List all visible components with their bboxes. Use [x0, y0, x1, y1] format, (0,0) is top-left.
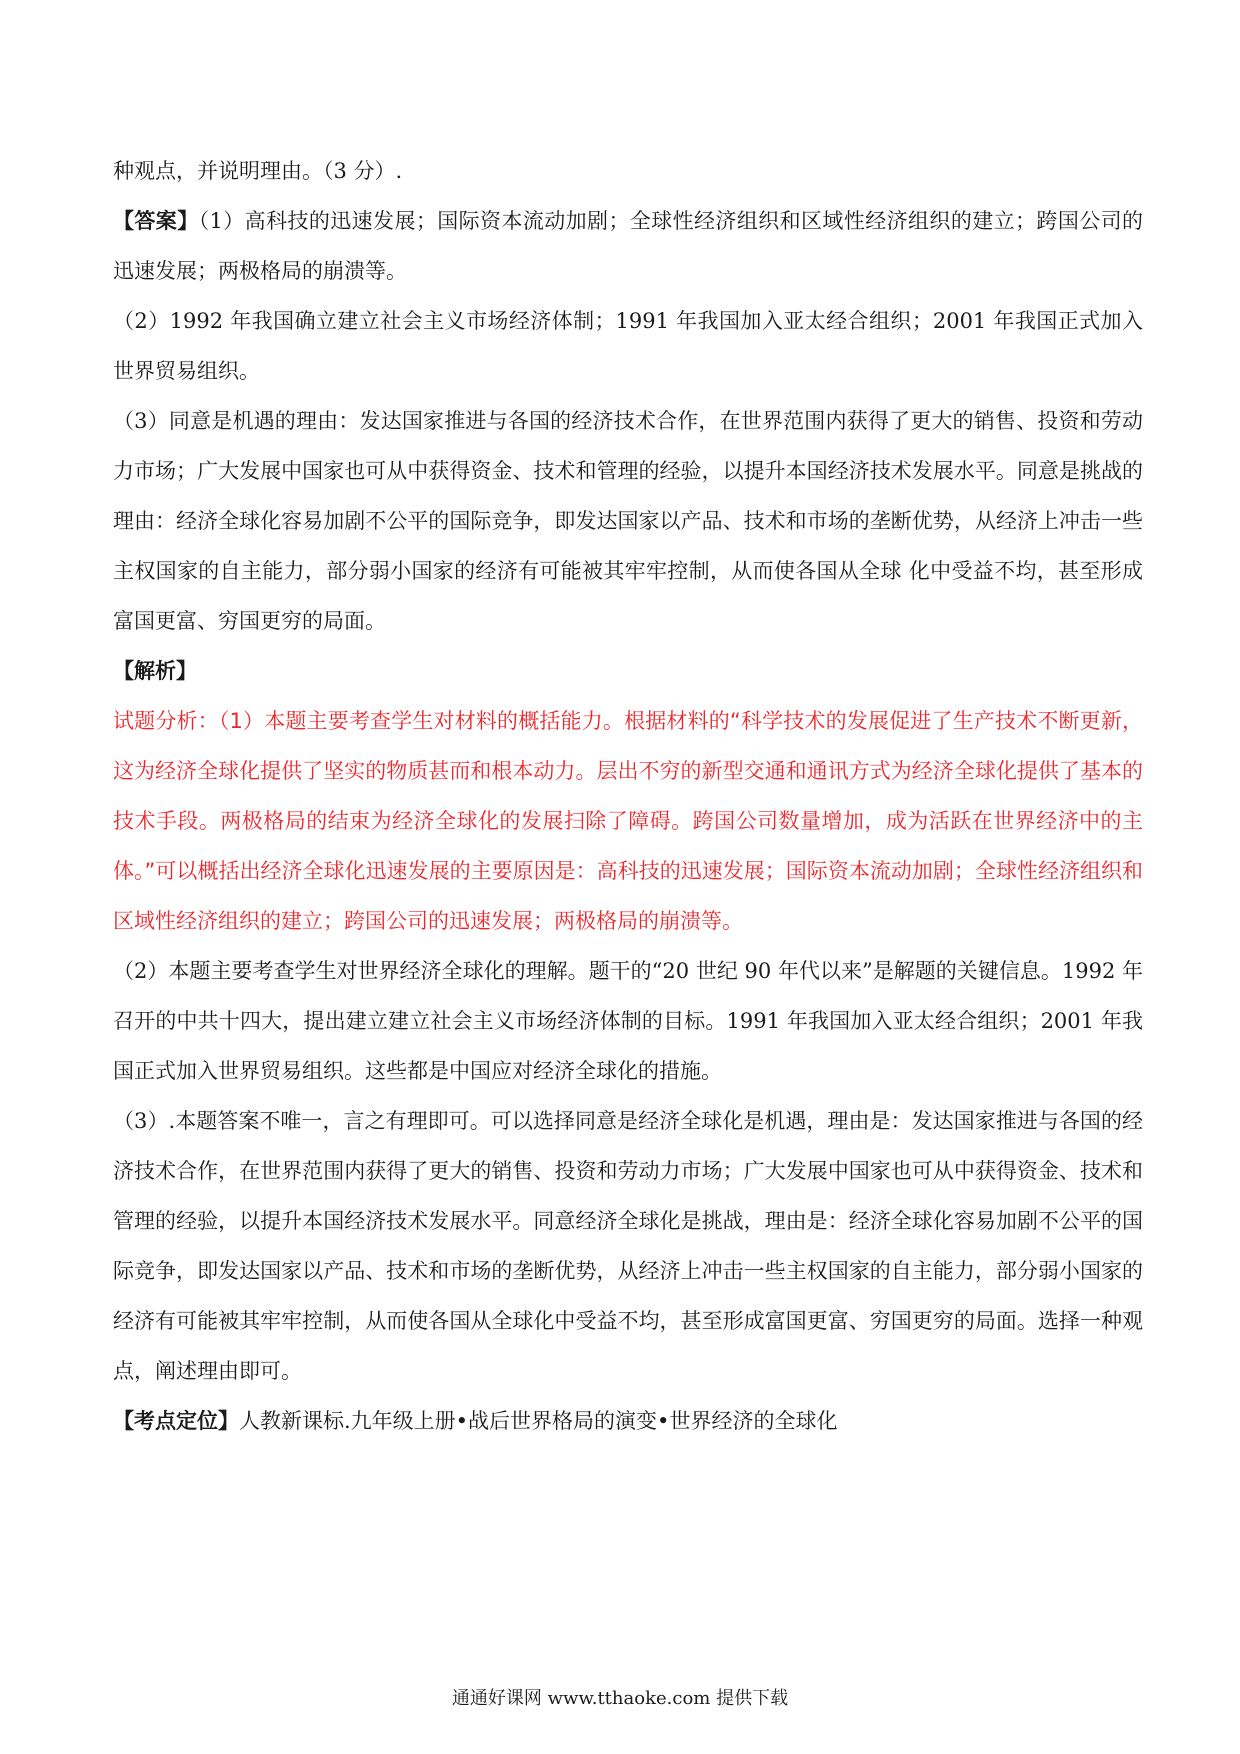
page-footer: 通通好课网 www.tthaoke.com 提供下载: [451, 1688, 789, 1709]
answer-part-2: （2）1992 年我国确立建立社会主义市场经济体制；1991 年我国加入亚太经合组织；2001 年我国正式加入世界贸易组织。: [113, 309, 1143, 383]
document-body: [113, 146, 1143, 1446]
question-tail: 种观点，并说明理由。（3 分）.: [113, 159, 403, 183]
answer-part-1-text: （1）高科技的迅速发展；国际资本流动加剧；全球性经济组织和区域性经济组织的建立；跨国公司的迅速发展；两极格局的崩溃等。: [113, 209, 1144, 283]
analysis-part-1: 试题分析：（1）本题主要考查学生对材料的概括能力。根据材料的“科学技术的发展促进了生产技术不断更新，这为经济全球化提供了坚实的物质甚而和根本动力。层出不穷的新型交通和通讯方式为经济全球化提供了基本的技术手段。两极格局的结束为经济全球化的发展扫除了障碍。跨国公司数量增加，成为活跃在世界经济中的主体。”可以概括出经济全球化迅速发展的主要原因是：高科技的迅速发展；国际资本流动加剧；全球性经济组织和区域性经济组织的建立；跨国公司的迅速发展；两极格局的崩溃等。: [113, 709, 1143, 933]
analysis-part-3: （3）.本题答案不唯一，言之有理即可。可以选择同意是经济全球化是机遇，理由是：发达国家推进与各国的经济技术合作，在世界范围内获得了更大的销售、投资和劳动力市场；广大发展中国家也可从中获得资金、技术和管理的经验，以提升本国经济技术发展水平。同意经济全球化是挑战，理由是：经济全球化容易加剧不公平的国际竞争，即发达国家以产品、技术和市场的垄断优势，从经济上冲击一些主权国家的自主能力，部分弱小国家的经济有可能被其牢牢控制，从而使各国从全球化中受益不均，甚至形成富国更富、穷国更穷的局面。选择一种观点，阐述理由即可。: [113, 1109, 1143, 1383]
answer-part-3: （3）同意是机遇的理由：发达国家推进与各国的经济技术合作，在世界范围内获得了更大的销售、投资和劳动力市场；广大发展中国家也可从中获得资金、技术和管理的经验，以提升本国经济技术发展水平。同意是挑战的理由：经济全球化容易加剧不公平的国际竞争，即发达国家以产品、技术和市场的垄断优势，从经济上冲击一些主权国家的自主能力，部分弱小国家的经济有可能被其牢牢控制，从而使各国从全球 化中受益不均，甚至形成富国更富、穷国更穷的局面。: [113, 409, 1143, 633]
answer-label: 【答案】: [113, 208, 199, 233]
analysis-label: 【解析】: [113, 658, 197, 683]
answer-part-1: [113, 196, 1143, 296]
analysis-part-2: （2）本题主要考查学生对世界经济全球化的理解。题干的“20 世纪 90 年代以来”是解题的关键信息。1992 年召开的中共十四大，提出建立建立社会主义市场经济体制的目标。1991 年我国加入亚太经合组织；2001 年我国正式加入世界贸易组织。这些都是中国应对经济全球化的措施。: [113, 959, 1143, 1083]
kaodian-label: 【考点定位】: [113, 1408, 239, 1433]
kaodian-line: [113, 1396, 1143, 1446]
kaodian-text: 人教新课标.九年级上册•战后世界格局的演变•世界经济的全球化: [239, 1409, 838, 1433]
